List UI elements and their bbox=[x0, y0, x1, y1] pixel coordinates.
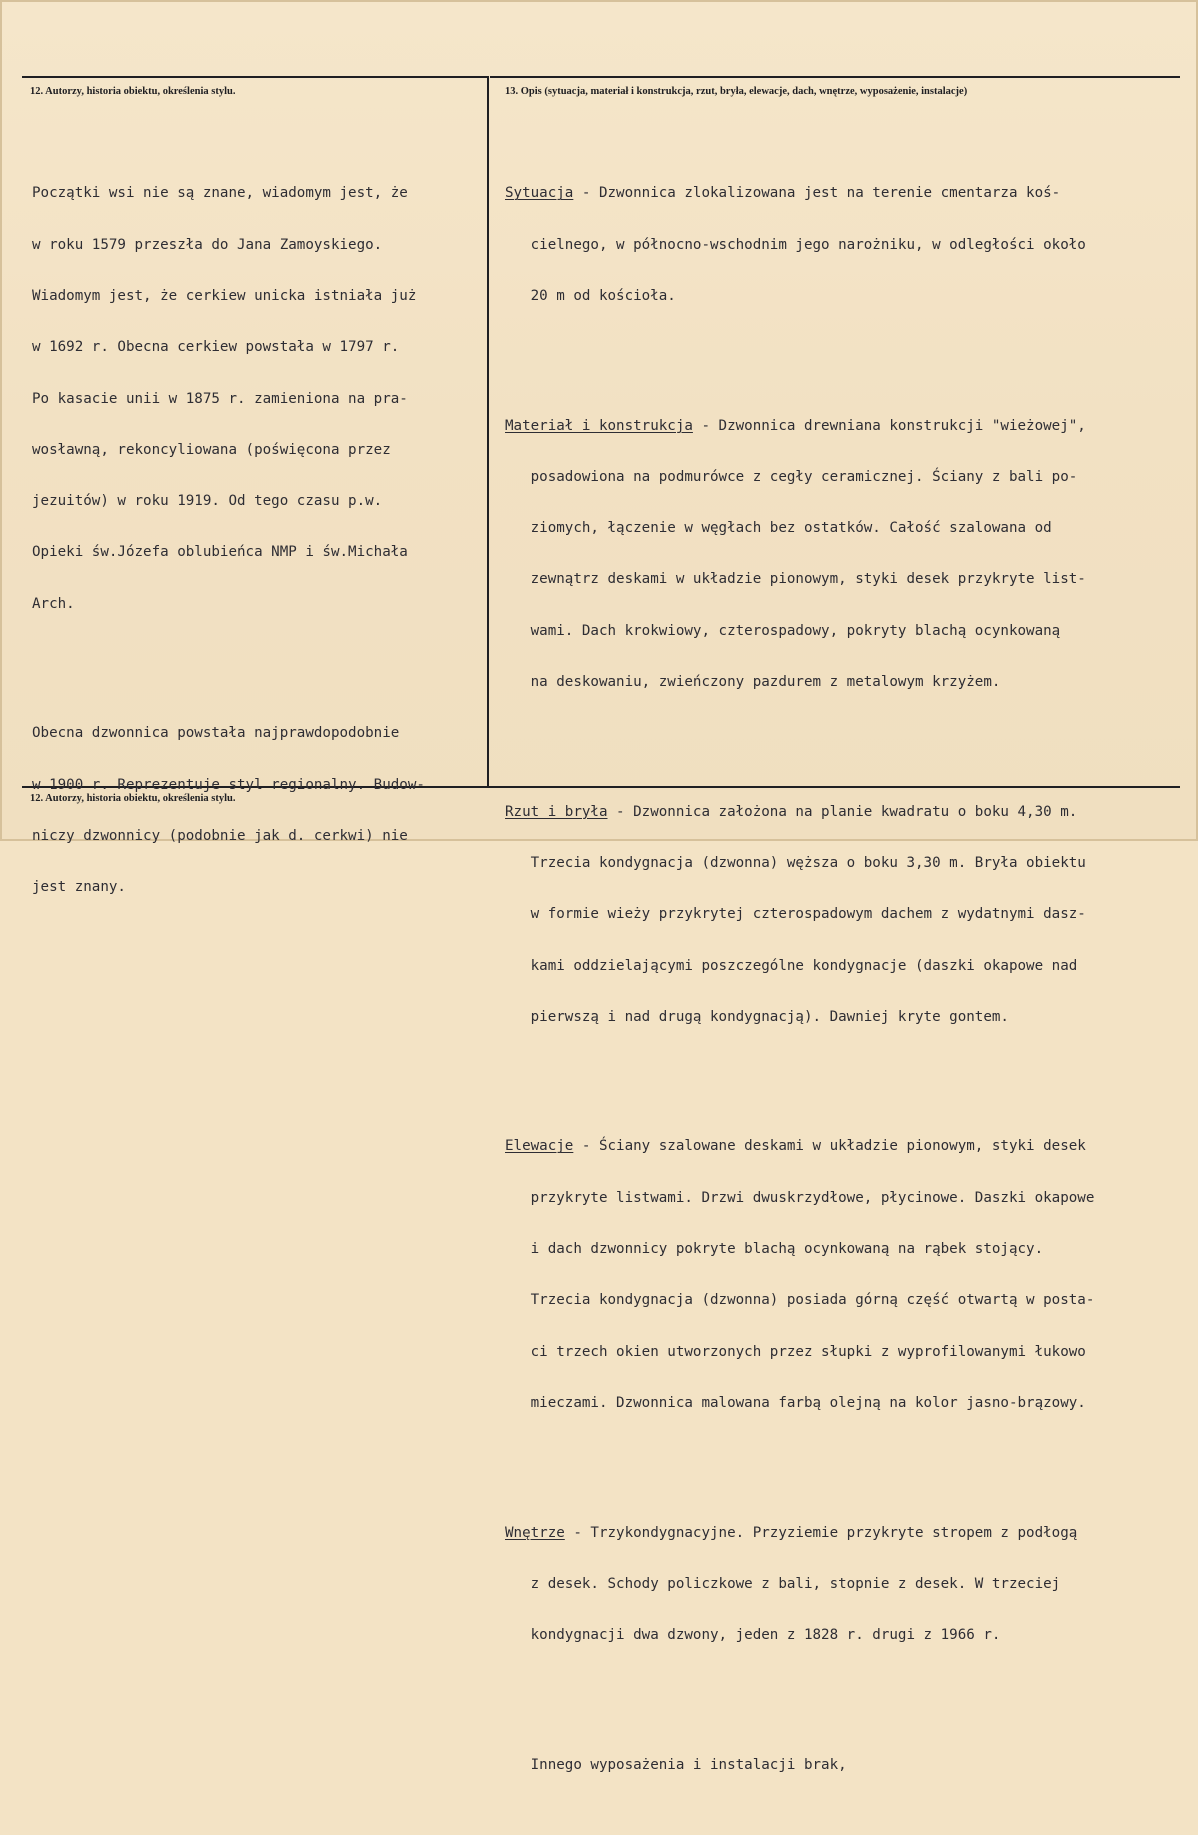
text-line: ci trzech okien utworzonych przez słupki z wyprofilowanymi łukowo bbox=[505, 1343, 1086, 1360]
text-line: Arch. bbox=[32, 595, 75, 612]
text-line: Innego wyposażenia i instalacji brak, bbox=[505, 1756, 847, 1773]
text-line: w roku 1579 przeszła do Jana Zamoyskiego. bbox=[32, 236, 383, 253]
interior-first-line: - Trzykondygnacyjne. Przyziemie przykryte stropem z podłogą bbox=[564, 1524, 1078, 1541]
text-line: z desek. Schody policzkowe z bali, stopnie z desek. W trzeciej bbox=[505, 1575, 1061, 1592]
text-line: Obecna dzwonnica powstała najprawdopodobnie bbox=[32, 725, 400, 742]
text-line: wami. Dach krokwiowy, czterospadowy, pokryty blachą ocynkowaną bbox=[505, 622, 1061, 639]
text-line: Opieki św.Józefa oblubieńca NMP i św.Michała bbox=[32, 544, 408, 561]
text-line: niczy dzwonnicy (podobnie jak d. cerkwi) nie bbox=[32, 827, 408, 844]
text-line: na deskowaniu, zwieńczony pazdurem z metalowym krzyżem. bbox=[505, 674, 1001, 690]
text-line: zewnątrz deskami w układzie pionowym, styki desek przykryte list- bbox=[505, 571, 1086, 588]
elevation-paragraph bbox=[505, 1104, 1094, 1446]
text-line: w 1900 r. Reprezentuje styl regionalny. Budow- bbox=[32, 776, 425, 793]
text-line: cielnego, w północno-wschodnim jego narożniku, w odległości około bbox=[505, 236, 1086, 253]
plan-first-line: - Dzwonnica założona na planie kwadratu o boku 4,30 m. bbox=[607, 803, 1078, 820]
situation-label: Sytuacja bbox=[505, 185, 574, 202]
text-line bbox=[505, 1138, 1094, 1155]
interior-label: Wnętrze bbox=[505, 1524, 565, 1541]
text-line: 20 m od kościoła. bbox=[505, 287, 676, 304]
plan-label: Rzut i bryła bbox=[505, 803, 608, 820]
section-13-header: 13. Opis (sytuacja, materiał i konstrukcja, rzut, bryła, elewacje, dach, wnętrze, wyposażenie, instalacje) bbox=[505, 86, 968, 97]
column-divider bbox=[487, 76, 489, 788]
interior-paragraph bbox=[505, 1490, 1094, 1678]
history-paragraph-1 bbox=[32, 151, 425, 647]
text-line: przykryte listwami. Drzwi dwuskrzydłowe, płycinowe. Daszki okapowe bbox=[505, 1189, 1095, 1206]
text-line: w formie wieży przykrytej czterospadowym dachem z wydatnymi dasz- bbox=[505, 906, 1086, 923]
material-label: Materiał i konstrukcja bbox=[505, 417, 693, 434]
text-line bbox=[505, 804, 1094, 821]
history-text bbox=[32, 117, 425, 958]
text-line: i dach dzwonnicy pokryte blachą ocynkowaną na rąbek stojący. bbox=[505, 1241, 1044, 1257]
elevation-label: Elewacje bbox=[505, 1138, 574, 1155]
description-text bbox=[505, 117, 1094, 1835]
text-line: Trzecia kondygnacja (dzwonna) węższa o boku 3,30 m. Bryła obiektu bbox=[505, 854, 1086, 871]
material-paragraph bbox=[505, 383, 1094, 725]
text-line: w 1692 r. Obecna cerkiew powstała w 1797 r. bbox=[32, 339, 400, 356]
text-line: pierwszą i nad drugą kondygnacją). Dawniej kryte gontem. bbox=[505, 1008, 1009, 1025]
plan-paragraph bbox=[505, 769, 1094, 1060]
text-line: posadowiona na podmurówce z cegły ceramicznej. Ściany z bali po- bbox=[505, 468, 1078, 485]
closing-paragraph bbox=[505, 1723, 1094, 1808]
text-line: Po kasacie unii w 1875 r. zamieniona na pra- bbox=[32, 390, 408, 407]
text-line: jezuitów) w roku 1919. Od tego czasu p.w. bbox=[32, 493, 383, 510]
text-line: kami oddzielającymi poszczególne kondygnacje (daszki okapowe nad bbox=[505, 957, 1078, 974]
text-line: wosławną, rekoncyliowana (poświęcona przez bbox=[32, 441, 391, 458]
history-paragraph-2 bbox=[32, 691, 425, 930]
top-rule-left bbox=[22, 76, 488, 78]
top-rule-right bbox=[490, 76, 1180, 78]
text-line bbox=[505, 418, 1094, 435]
text-line: Początki wsi nie są znane, wiadomym jest, że bbox=[32, 185, 408, 202]
text-line: Wiadomym jest, że cerkiew unicka istniała już bbox=[32, 287, 417, 304]
situation-paragraph bbox=[505, 151, 1094, 339]
text-line bbox=[505, 1525, 1094, 1542]
situation-first-line: - Dzwonnica zlokalizowana jest na terenie cmentarza koś- bbox=[573, 185, 1061, 202]
elevation-first-line: - Ściany szalowane deskami w układzie pionowym, styki desek bbox=[573, 1138, 1086, 1155]
text-line: kondygnacji dwa dzwony, jeden z 1828 r. drugi z 1966 r. bbox=[505, 1627, 1001, 1644]
text-line: ziomych, łączenie w węgłach bez ostatków. Całość szalowana od bbox=[505, 520, 1052, 537]
text-line: jest znany. bbox=[32, 879, 126, 896]
footer-section-12-header: 12. Autorzy, historia obiektu, określenia stylu. bbox=[30, 793, 236, 804]
text-line: mieczami. Dzwonnica malowana farbą olejną na kolor jasno-brązowy. bbox=[505, 1394, 1086, 1411]
text-line bbox=[505, 185, 1094, 202]
section-12-header: 12. Autorzy, historia obiektu, określenia stylu. bbox=[30, 86, 236, 97]
material-first-line: - Dzwonnica drewniana konstrukcji "wieżowej", bbox=[692, 417, 1086, 434]
text-line: Trzecia kondygnacja (dzwonna) posiada górną część otwartą w posta- bbox=[505, 1292, 1095, 1309]
